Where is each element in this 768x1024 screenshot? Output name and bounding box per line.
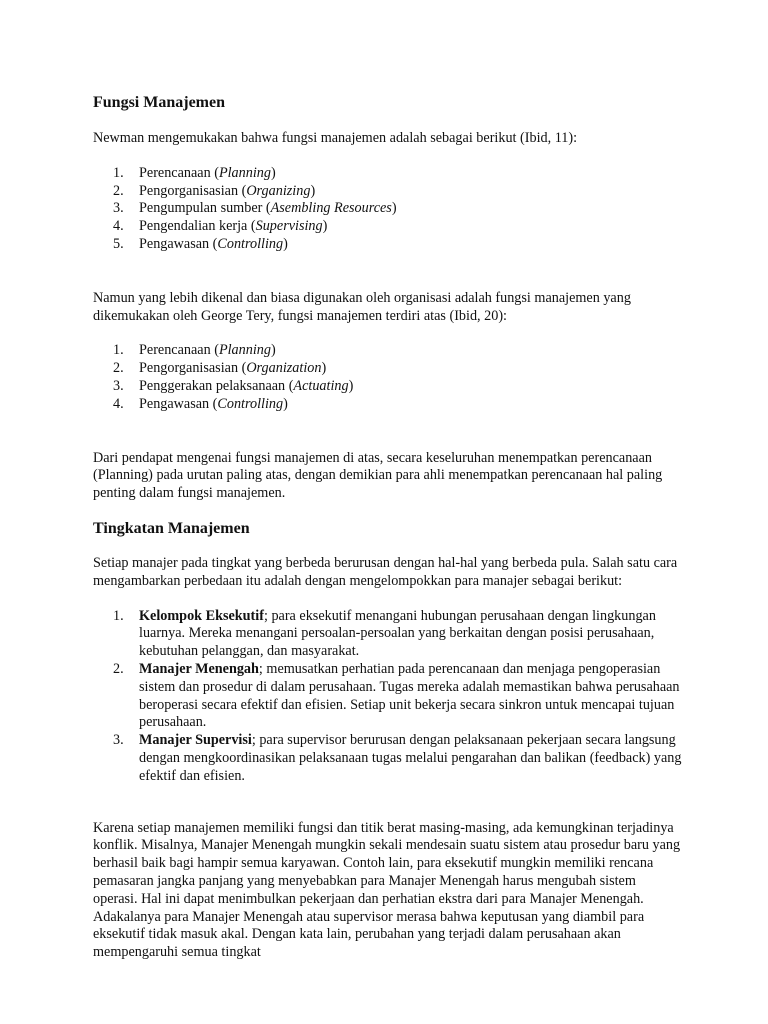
list-item: 3. Manajer Supervisi; para supervisor berurusan dengan pelaksanaan pekerjaan secara langsung dengan mengkoordinasikan pelaksanaan tugas melalui pengarahan dan balikan (feedback) yang efektif dan efisien. <box>113 732 682 784</box>
manager-level-list <box>93 608 683 786</box>
section-title-fungsi-manajemen: Fungsi Manajemen <box>93 94 225 111</box>
list-item: 4. Pengawasan (Controlling) <box>113 395 288 412</box>
paragraph-conclusion: Dari pendapat mengenai fungsi manajemen di atas, secara keseluruhan menempatkan perencanaan (Planning) pada urutan paling atas, dengan demikian para ahli menempatkan perencanaan hal paling penting dalam fungsi manajemen. <box>93 449 663 502</box>
list-item: 1. Kelompok Eksekutif; para eksekutif menangani hubungan perusahaan dengan lingkungan luarnya. Mereka menangani persoalan-persoalan yang berkaitan dengan posisi perusahaan, kebutuhan pelanggan, dan masyarakat. <box>113 607 656 660</box>
paragraph-conflict: Karena setiap manajemen memiliki fungsi dan titik berat masing-masing, ada kemungkinan terjadinya konflik. Misalnya, Manajer Menengah mungkin sekali mendesain suatu sistem atau prosedur baru yang berhasil baik bagi hampir semua karyawan. Contoh lain, para eksekutif mungkin memiliki rencana pemasaran jangka panjang yang menyebabkan para Manajer Menengah harus mengubah sistem operasi. Hal ini dapat menimbulkan pekerjaan dan perhatian ekstra dari para Manajer Menengah. Adakalanya para Manajer Menengah atau supervisor merasa bahwa keputusan yang diambil para eksekutif tidak masuk akal. Dengan kata lain, perubahan yang terjadi dalam perusahaan akan mempengaruhi semua tingkat <box>93 819 681 961</box>
paragraph-george-tery: Namun yang lebih dikenal dan biasa digunakan oleh organisasi adalah fungsi manajemen yang dikemukakan oleh George Tery, fungsi manajemen terdiri atas (Ibid, 20): <box>93 289 631 324</box>
tery-function-list <box>93 342 683 413</box>
list-item: 4. Pengendalian kerja (Supervising) <box>113 218 328 235</box>
list-item: 1. Perencanaan (Planning) <box>113 164 276 181</box>
list-item: 2. Pengorganisasian (Organizing) <box>113 182 316 199</box>
list-item: 3. Pengumpulan sumber (Asembling Resources) <box>113 200 397 217</box>
document-content <box>93 93 683 962</box>
paragraph-tingkatan-intro: Setiap manajer pada tingkat yang berbeda berurusan dengan hal-hal yang berbeda pula. Salah satu cara mengambarkan perbedaan itu adalah dengan mengelompokkan para manajer sebagai berikut: <box>93 554 678 589</box>
list-item: 2. Manajer Menengah; memusatkan perhatian pada perencanaan dan menjaga pengoperasian sistem dan prosedur di dalam perusahaan. Tugas mereka adalah memastikan bahwa perusahaan beroperasi secara efektif dan efisien. Setiap unit bekerja secara sinkron untuk mencapai tujuan perusahaan. <box>113 660 680 731</box>
list-item: 3. Penggerakan pelaksanaan (Actuating) <box>113 377 354 394</box>
paragraph-newman-intro: Newman mengemukakan bahwa fungsi manajemen adalah sebagai berikut (Ibid, 11): <box>93 130 578 146</box>
newman-function-list <box>93 165 683 254</box>
list-item: 2. Pengorganisasian (Organization) <box>113 360 327 377</box>
list-item: 1. Perencanaan (Planning) <box>113 342 276 359</box>
section-title-tingkatan-manajemen: Tingkatan Manajemen <box>93 519 250 537</box>
list-item: 5. Pengawasan (Controlling) <box>113 235 288 252</box>
